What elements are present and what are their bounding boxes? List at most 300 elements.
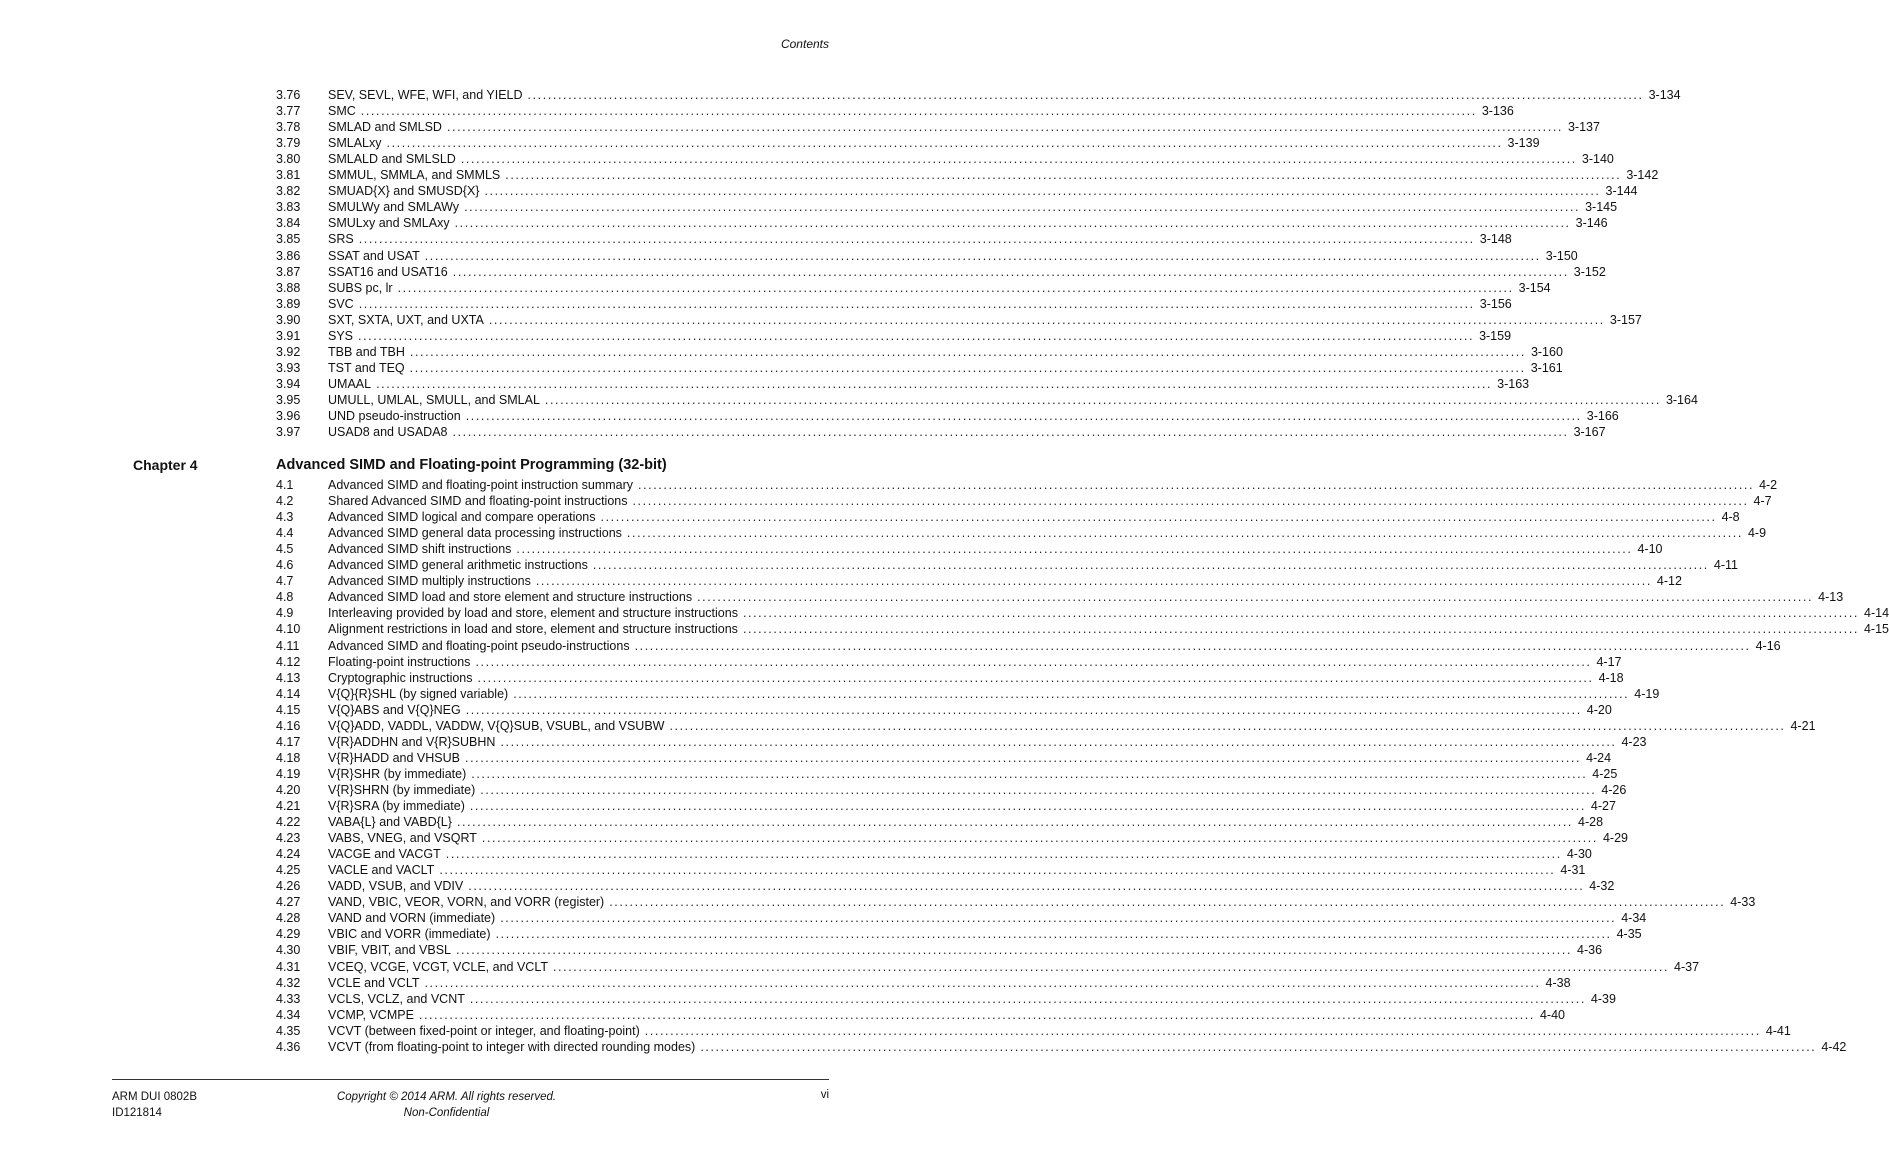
toc-entry[interactable]	[276, 151, 1614, 167]
toc-entry-title: Advanced SIMD logical and compare operations	[328, 510, 596, 525]
toc-entry[interactable]	[276, 718, 1816, 734]
toc-entry-number: 3.94	[276, 376, 301, 391]
toc-entry[interactable]	[276, 557, 1738, 573]
toc-entry-number: 3.93	[276, 360, 301, 375]
toc-entry-number: 4.30	[276, 943, 301, 958]
toc-entry-page: 3-154	[1518, 280, 1551, 295]
toc-entry-title: Advanced SIMD general data processing instructions	[328, 526, 622, 541]
toc-entry[interactable]	[276, 910, 1647, 926]
toc-leader-dots: ............................................................................................................................................................................................................................	[600, 510, 1717, 525]
toc-leader-dots: ............................................................................................................................................................................................................................	[468, 879, 1585, 894]
toc-leader-dots: ............................................................................................................................................................................................................................	[456, 815, 1573, 830]
toc-leader-dots: ............................................................................................................................................................................................................................	[481, 831, 1598, 846]
toc-entry-number: 3.83	[276, 200, 301, 215]
toc-leader-dots: ............................................................................................................................................................................................................................	[477, 670, 1594, 685]
toc-entry-title: V{R}SRA (by immediate)	[328, 799, 465, 813]
toc-leader-dots: ............................................................................................................................................................................................................................	[445, 847, 1562, 862]
toc-entry-title: Advanced SIMD and floating-point pseudo-instructions	[328, 638, 630, 653]
toc-entry-number: 3.97	[276, 425, 301, 440]
toc-entry-number: 4.1	[276, 478, 294, 492]
toc-entry-page: 4-17	[1596, 654, 1622, 669]
toc-leader-dots: ............................................................................................................................................................................................................................	[632, 494, 1749, 509]
toc-entry-page: 3-144	[1605, 184, 1638, 199]
toc-leader-dots: ............................................................................................................................................................................................................................	[464, 200, 1581, 215]
toc-entry-number: 4.29	[276, 927, 301, 942]
toc-entry-page: 4-18	[1598, 670, 1624, 685]
footer-legal	[0, 1089, 893, 1121]
toc-leader-dots: ............................................................................................................................................................................................................................	[544, 392, 1661, 407]
toc-entry-page: 4-39	[1590, 991, 1616, 1006]
toc-entry-number: 3.82	[276, 184, 301, 199]
toc-entry-title: SMULxy and SMLAxy	[328, 216, 450, 231]
toc-leader-dots: ............................................................................................................................................................................................................................	[638, 478, 1755, 492]
toc-entry[interactable]	[276, 654, 1622, 670]
toc-entry-number: 4.36	[276, 1039, 301, 1054]
toc-entry-page: 4-34	[1621, 911, 1647, 926]
toc-leader-dots: ............................................................................................................................................................................................................................	[475, 654, 1592, 669]
toc-entry-page: 3-164	[1665, 392, 1698, 407]
toc-entry-title: SSAT and USAT	[328, 248, 420, 263]
toc-entry-number: 4.8	[276, 590, 294, 605]
toc-leader-dots: ............................................................................................................................................................................................................................	[386, 136, 1503, 151]
toc-leader-dots: ............................................................................................................................................................................................................................	[527, 88, 1644, 102]
toc-entry-title: SYS	[328, 328, 354, 343]
toc-leader-dots: ............................................................................................................................................................................................................................	[700, 1039, 1817, 1054]
toc-entry-title: Advanced SIMD general arithmetic instructions	[328, 558, 588, 573]
toc-entry[interactable]	[276, 621, 1889, 637]
toc-entry-page: 3-137	[1567, 120, 1600, 135]
toc-entry-page: 3-160	[1530, 344, 1563, 359]
toc-entry-page: 3-163	[1497, 376, 1530, 391]
toc-entry-title: VABA{L} and VABD{L}	[328, 815, 452, 830]
toc-entry-title: VABS, VNEG, and VSQRT	[328, 831, 477, 846]
toc-entry[interactable]	[276, 183, 1638, 199]
toc-leader-dots: ............................................................................................................................................................................................................................	[424, 248, 1541, 263]
toc-entry-number: 4.24	[276, 847, 301, 862]
toc-leader-dots: ............................................................................................................................................................................................................................	[500, 911, 1617, 926]
toc-entry[interactable]	[276, 959, 1700, 975]
toc-entry-title: UMULL, UMLAL, SMULL, and SMLAL	[328, 392, 540, 407]
toc-entry-title: VCLE and VCLT	[328, 975, 420, 990]
toc-entry-page: 3-161	[1530, 360, 1563, 375]
toc-entry-page: 3-156	[1479, 296, 1512, 311]
toc-entry[interactable]	[276, 670, 1624, 686]
toc-leader-dots: ............................................................................................................................................................................................................................	[552, 959, 1670, 974]
chapter-title[interactable]: Advanced SIMD and Floating-point Programming (32-bit)	[276, 457, 667, 473]
toc-entry-title: SMUAD{X} and SMUSD{X}	[328, 184, 480, 199]
toc-entry-title: SMLALD and SMLSLD	[328, 152, 456, 167]
toc-leader-dots: ............................................................................................................................................................................................................................	[409, 344, 1526, 359]
toc-entry-title: V{R}SHR (by immediate)	[328, 766, 467, 781]
toc-entry[interactable]	[276, 942, 1603, 958]
toc-entry[interactable]	[276, 344, 1563, 360]
toc-leader-dots: ............................................................................................................................................................................................................................	[592, 558, 1709, 573]
toc-entry[interactable]	[276, 573, 1682, 589]
toc-entry-number: 4.22	[276, 815, 301, 830]
toc-entry[interactable]	[276, 702, 1612, 718]
toc-entry-page: 4-32	[1589, 879, 1615, 894]
toc-entry-page: 4-19	[1634, 686, 1660, 701]
toc-leader-dots: ............................................................................................................................................................................................................................	[465, 702, 1582, 717]
toc-entry-page: 4-16	[1755, 638, 1781, 653]
toc-entry-title: SUBS pc, lr	[328, 280, 393, 295]
toc-entry-title: Floating-point instructions	[328, 654, 471, 669]
toc-leader-dots: ............................................................................................................................................................................................................................	[455, 943, 1573, 958]
toc-entry-title: VBIC and VORR (immediate)	[328, 927, 491, 942]
toc-entry-page: 4-8	[1721, 510, 1740, 525]
toc-entry-title: TST and TEQ	[328, 360, 405, 375]
toc-entry-number: 4.17	[276, 734, 301, 749]
toc-entry-page: 3-136	[1481, 104, 1514, 119]
toc-entry-number: 4.11	[276, 638, 300, 653]
toc-entry-number: 3.85	[276, 232, 301, 247]
toc-entry-number: 4.4	[276, 526, 294, 541]
toc-entry-page: 3-166	[1586, 409, 1619, 423]
toc-entry-page: 3-167	[1573, 425, 1606, 440]
toc-entry-title: V{Q}ADD, VADDL, VADDW, V{Q}SUB, VSUBL, and VSUBW	[328, 718, 665, 733]
toc-leader-dots: ............................................................................................................................................................................................................................	[418, 1007, 1535, 1022]
toc-entry-number: 4.3	[276, 510, 294, 525]
toc-entry[interactable]	[276, 135, 1540, 151]
toc-entry-page: 4-40	[1539, 1007, 1565, 1022]
toc-entry-number: 4.18	[276, 750, 301, 765]
toc-leader-dots: ............................................................................................................................................................................................................................	[634, 638, 1751, 653]
toc-leader-dots: ............................................................................................................................................................................................................................	[516, 542, 1633, 557]
toc-leader-dots: ............................................................................................................................................................................................................................	[376, 376, 1493, 391]
toc-entry-number: 4.10	[276, 622, 301, 637]
toc-entry-page: 4-28	[1578, 815, 1604, 830]
toc-entry[interactable]	[276, 991, 1616, 1007]
toc-entry[interactable]	[276, 589, 1844, 605]
toc-entry-number: 4.23	[276, 831, 301, 846]
toc-entry[interactable]	[276, 296, 1512, 312]
toc-leader-dots: ............................................................................................................................................................................................................................	[358, 328, 1475, 343]
toc-entry[interactable]	[276, 477, 1778, 493]
toc-entry-number: 3.95	[276, 392, 301, 407]
toc-entry-title: Advanced SIMD load and store element and structure instructions	[328, 590, 693, 605]
toc-entry-number: 3.90	[276, 312, 301, 327]
toc-entry[interactable]	[276, 750, 1612, 766]
toc-entry-page: 3-152	[1573, 264, 1606, 279]
toc-entry[interactable]	[276, 638, 1781, 654]
toc-entry-page: 4-26	[1601, 782, 1627, 797]
toc-entry-number: 3.91	[276, 328, 301, 343]
toc-entry-page: 4-38	[1545, 975, 1571, 990]
toc-entry-title: Advanced SIMD and floating-point instruction summary	[328, 478, 634, 492]
toc-leader-dots: ............................................................................................................................................................................................................................	[424, 975, 1541, 990]
toc-entry-title: VBIF, VBIT, and VBSL	[328, 943, 451, 958]
toc-entry[interactable]	[276, 231, 1512, 247]
toc-entry-number: 3.87	[276, 264, 301, 279]
footer-page-number: vi	[820, 1089, 829, 1101]
toc-entry[interactable]	[276, 264, 1606, 280]
toc-entry-title: Advanced SIMD multiply instructions	[328, 574, 531, 589]
toc-entry[interactable]	[276, 686, 1660, 702]
toc-entry-number: 4.32	[276, 975, 301, 990]
toc-entry-title: SSAT16 and USAT16	[328, 264, 448, 279]
toc-entry[interactable]	[276, 392, 1698, 408]
toc-entry[interactable]	[276, 312, 1642, 328]
toc-entry-number: 4.21	[276, 799, 301, 813]
toc-entry[interactable]	[276, 103, 1514, 119]
toc-leader-dots: ............................................................................................................................................................................................................................	[439, 863, 1556, 878]
toc-entry-number: 4.7	[276, 574, 294, 589]
toc-leader-dots: ............................................................................................................................................................................................................................	[358, 296, 1475, 311]
toc-entry-page: 4-41	[1765, 1023, 1791, 1038]
toc-entry-title: V{Q}{R}SHL (by signed variable)	[328, 686, 509, 701]
toc-entry[interactable]	[276, 87, 1681, 103]
toc-entry-page: 4-35	[1616, 927, 1642, 942]
toc-entry[interactable]	[276, 280, 1551, 296]
toc-entry-page: 3-142	[1626, 168, 1659, 183]
toc-entry-page: 4-33	[1730, 895, 1756, 910]
toc-entry[interactable]	[276, 814, 1604, 830]
toc-leader-dots: ............................................................................................................................................................................................................................	[446, 120, 1563, 135]
toc-entry-number: 4.6	[276, 558, 294, 573]
toc-entry[interactable]	[276, 1039, 1847, 1055]
toc-leader-dots: ............................................................................................................................................................................................................................	[465, 409, 1582, 423]
toc-entry-number: 4.14	[276, 686, 301, 701]
toc-entry-page: 4-36	[1577, 943, 1603, 958]
toc-leader-dots: ............................................................................................................................................................................................................................	[409, 360, 1526, 375]
toc-entry-number: 3.96	[276, 409, 301, 423]
toc-entry[interactable]	[276, 975, 1571, 991]
toc-entry-title: Advanced SIMD shift instructions	[328, 542, 512, 557]
toc-entry-title: V{R}HADD and VHSUB	[328, 750, 461, 765]
toc-entry-number: 3.77	[276, 104, 301, 119]
toc-leader-dots: ............................................................................................................................................................................................................................	[495, 927, 1612, 942]
toc-leader-dots: ............................................................................................................................................................................................................................	[513, 686, 1630, 701]
toc-entry-page: 4-2	[1759, 478, 1778, 492]
toc-entry-number: 3.78	[276, 120, 301, 135]
toc-entry-page: 4-27	[1590, 799, 1616, 813]
toc-entry[interactable]	[276, 248, 1578, 264]
toc-entry-page: 4-30	[1566, 847, 1592, 862]
toc-entry-title: SMLAD and SMLSD	[328, 120, 442, 135]
toc-leader-dots: ............................................................................................................................................................................................................................	[460, 152, 1577, 167]
toc-entry-page: 4-20	[1586, 702, 1612, 717]
toc-entry-number: 4.28	[276, 911, 301, 926]
toc-entry-number: 4.35	[276, 1023, 301, 1038]
toc-entry-title: UND pseudo-instruction	[328, 409, 461, 423]
toc-leader-dots: ............................................................................................................................................................................................................................	[360, 104, 1477, 119]
toc-leader-dots: ............................................................................................................................................................................................................................	[480, 782, 1597, 797]
toc-entry-number: 4.26	[276, 879, 301, 894]
toc-leader-dots: ............................................................................................................................................................................................................................	[465, 750, 1582, 765]
toc-entry-page: 4-15	[1863, 622, 1889, 637]
toc-leader-dots: ............................................................................................................................................................................................................................	[505, 168, 1622, 183]
footer-doc-id: ARM DUI 0802B	[112, 1091, 198, 1103]
toc-entry-title: Shared Advanced SIMD and floating-point instructions	[328, 494, 628, 509]
header-section-label: Contents	[780, 37, 829, 51]
toc-leader-dots: ............................................................................................................................................................................................................................	[452, 264, 1569, 279]
toc-entry-title: VAND and VORN (immediate)	[328, 911, 496, 926]
toc-leader-dots: ............................................................................................................................................................................................................................	[742, 606, 1860, 621]
toc-entry-title: Cryptographic instructions	[328, 670, 473, 685]
toc-entry-page: 4-42	[1821, 1039, 1847, 1054]
toc-entry-title: V{R}SHRN (by immediate)	[328, 782, 476, 797]
toc-leader-dots: ............................................................................................................................................................................................................................	[488, 312, 1605, 327]
toc-entry-page: 4-29	[1602, 831, 1628, 846]
toc-entry-page: 4-37	[1674, 959, 1700, 974]
toc-entry-number: 3.86	[276, 248, 301, 263]
toc-entry-page: 4-21	[1790, 718, 1816, 733]
toc-entry-page: 4-14	[1864, 606, 1889, 621]
toc-entry[interactable]	[276, 830, 1628, 846]
footer-issue-id: ID121814	[112, 1107, 162, 1119]
toc-entry-number: 4.15	[276, 702, 301, 717]
toc-entry-title: USAD8 and USADA8	[328, 425, 448, 440]
toc-entry-number: 4.34	[276, 1007, 301, 1022]
toc-leader-dots: ............................................................................................................................................................................................................................	[484, 184, 1601, 199]
toc-entry-number: 3.84	[276, 216, 301, 231]
toc-entry-number: 3.81	[276, 168, 301, 183]
toc-entry-page: 3-150	[1545, 248, 1578, 263]
toc-entry-number: 3.89	[276, 296, 301, 311]
toc-leader-dots: ............................................................................................................................................................................................................................	[609, 895, 1726, 910]
toc-entry[interactable]	[276, 766, 1618, 782]
toc-entry-title: VACGE and VACGT	[328, 847, 441, 862]
toc-entry-number: 4.33	[276, 991, 301, 1006]
toc-entry[interactable]	[276, 605, 1889, 621]
toc-leader-dots: ............................................................................................................................................................................................................................	[669, 718, 1786, 733]
toc-entry-title: SMLALxy	[328, 136, 382, 151]
toc-leader-dots: ............................................................................................................................................................................................................................	[469, 991, 1586, 1006]
toc-leader-dots: ............................................................................................................................................................................................................................	[469, 799, 1586, 813]
toc-entry-page: 3-148	[1479, 232, 1512, 247]
toc-entry-page: 3-140	[1581, 152, 1614, 167]
toc-entry[interactable]	[276, 424, 1606, 440]
toc-entry-title: VCMP, VCMPE	[328, 1007, 414, 1022]
toc-entry-page: 4-7	[1753, 494, 1772, 509]
footer-divider	[112, 1079, 829, 1080]
toc-entry-title: VADD, VSUB, and VDIV	[328, 879, 464, 894]
toc-entry-number: 4.31	[276, 959, 301, 974]
toc-entry-number: 4.12	[276, 654, 301, 669]
toc-leader-dots: ............................................................................................................................................................................................................................	[454, 216, 1571, 231]
toc-entry[interactable]	[276, 328, 1512, 344]
toc-entry-number: 4.2	[276, 494, 294, 509]
toc-entry-number: 4.13	[276, 670, 301, 685]
toc-entry[interactable]	[276, 878, 1615, 894]
toc-leader-dots: ............................................................................................................................................................................................................................	[358, 232, 1475, 247]
toc-entry-page: 4-9	[1747, 526, 1767, 541]
toc-entry[interactable]	[276, 798, 1616, 814]
toc-entry-number: 4.19	[276, 766, 301, 781]
toc-entry-page: 4-11	[1713, 558, 1738, 573]
toc-leader-dots: ............................................................................................................................................................................................................................	[626, 526, 1743, 541]
toc-entry[interactable]	[276, 862, 1586, 878]
toc-leader-dots: ............................................................................................................................................................................................................................	[697, 590, 1814, 605]
toc-entry-title: VAND, VBIC, VEOR, VORN, and VORR (register)	[328, 895, 605, 910]
toc-entry[interactable]	[276, 1023, 1791, 1039]
toc-entry-page: 4-10	[1637, 542, 1663, 557]
toc-entry[interactable]	[276, 846, 1592, 862]
toc-entry-title: V{R}ADDHN and V{R}SUBHN	[328, 734, 496, 749]
toc-entry-page: 3-146	[1575, 216, 1608, 231]
toc-entry-number: 3.92	[276, 344, 301, 359]
toc-entry-title: VACLE and VACLT	[328, 863, 435, 878]
toc-entry[interactable]	[276, 894, 1756, 910]
toc-entry[interactable]	[276, 509, 1740, 525]
toc-entry-title: SVC	[328, 296, 354, 311]
toc-entry[interactable]	[276, 926, 1642, 942]
toc-entry[interactable]	[276, 199, 1618, 215]
toc-entry-title: SMMUL, SMMLA, and SMMLS	[328, 168, 501, 183]
toc-entry-number: 3.80	[276, 152, 301, 167]
toc-entry-page: 4-24	[1586, 750, 1612, 765]
toc-entry-page: 4-12	[1656, 574, 1682, 589]
toc-entry-number: 4.9	[276, 606, 294, 621]
toc-entry-page: 3-157	[1609, 312, 1642, 327]
toc-entry[interactable]	[276, 167, 1659, 183]
toc-entry-number: 4.25	[276, 863, 301, 878]
toc-entry-title: SRS	[328, 232, 354, 247]
toc-entry[interactable]	[276, 493, 1772, 509]
toc-entry-title: SMC	[328, 104, 356, 119]
footer-confidentiality: Non-Confidential	[403, 1107, 490, 1119]
toc-entry-number: 4.27	[276, 895, 301, 910]
toc-entry[interactable]	[276, 1007, 1565, 1023]
toc-entry-title: Alignment restrictions in load and store, element and structure instructions	[328, 622, 738, 637]
toc-entry[interactable]	[276, 376, 1530, 392]
toc-entry[interactable]	[276, 119, 1600, 135]
toc-entry-title: VCVT (between fixed-point or integer, and floating-point)	[328, 1023, 640, 1038]
toc-leader-dots: ............................................................................................................................................................................................................................	[535, 574, 1652, 589]
toc-entry-page: 3-134	[1648, 88, 1681, 102]
toc-entry[interactable]	[276, 734, 1647, 750]
toc-entry-title: VCLS, VCLZ, and VCNT	[328, 991, 465, 1006]
toc-entry-title: TBB and TBH	[328, 344, 405, 359]
toc-leader-dots: ............................................................................................................................................................................................................................	[742, 622, 1859, 637]
toc-entry-number: 4.16	[276, 718, 301, 733]
toc-entry-page: 3-145	[1585, 200, 1618, 215]
toc-entry-title: UMAAL	[328, 376, 372, 391]
toc-leader-dots: ............................................................................................................................................................................................................................	[644, 1023, 1761, 1038]
toc-leader-dots: ............................................................................................................................................................................................................................	[500, 734, 1617, 749]
toc-entry-page: 4-25	[1592, 766, 1618, 781]
toc-leader-dots: ............................................................................................................................................................................................................................	[452, 425, 1569, 440]
chapter-label: Chapter 4	[133, 457, 198, 473]
toc-entry-number: 3.79	[276, 136, 301, 151]
footer-copyright: Copyright © 2014 ARM. All rights reserved.	[336, 1091, 557, 1103]
toc-entry-page: 4-23	[1621, 734, 1647, 749]
toc-entry-page: 4-31	[1560, 863, 1586, 878]
toc-entry[interactable]	[276, 408, 1619, 424]
toc-entry-number: 3.76	[276, 88, 301, 102]
toc-entry[interactable]	[276, 541, 1663, 557]
toc-entry-page: 4-13	[1818, 590, 1844, 605]
toc-entry-title: VCEQ, VCGE, VCGT, VCLE, and VCLT	[328, 959, 548, 974]
toc-entry-number: 4.20	[276, 782, 301, 797]
toc-leader-dots: ............................................................................................................................................................................................................................	[397, 280, 1514, 295]
toc-entry[interactable]	[276, 782, 1627, 798]
toc-entry-title: SXT, SXTA, UXT, and UXTA	[328, 312, 484, 327]
toc-entry[interactable]	[276, 360, 1563, 376]
toc-entry-title: SMULWy and SMLAWy	[328, 200, 460, 215]
toc-leader-dots: ............................................................................................................................................................................................................................	[471, 766, 1588, 781]
toc-entry-page: 3-139	[1507, 136, 1540, 151]
toc-entry[interactable]	[276, 525, 1767, 541]
toc-entry-page: 3-159	[1479, 328, 1512, 343]
toc-entry[interactable]	[276, 215, 1608, 231]
toc-entry-title: VCVT (from floating-point to integer with directed rounding modes)	[328, 1039, 696, 1054]
toc-entry-number: 3.88	[276, 280, 301, 295]
toc-entry-number: 4.5	[276, 542, 294, 557]
toc-entry-title: SEV, SEVL, WFE, WFI, and YIELD	[328, 88, 523, 102]
toc-entry-title: Interleaving provided by load and store, element and structure instructions	[328, 606, 738, 621]
toc-entry-title: V{Q}ABS and V{Q}NEG	[328, 702, 461, 717]
